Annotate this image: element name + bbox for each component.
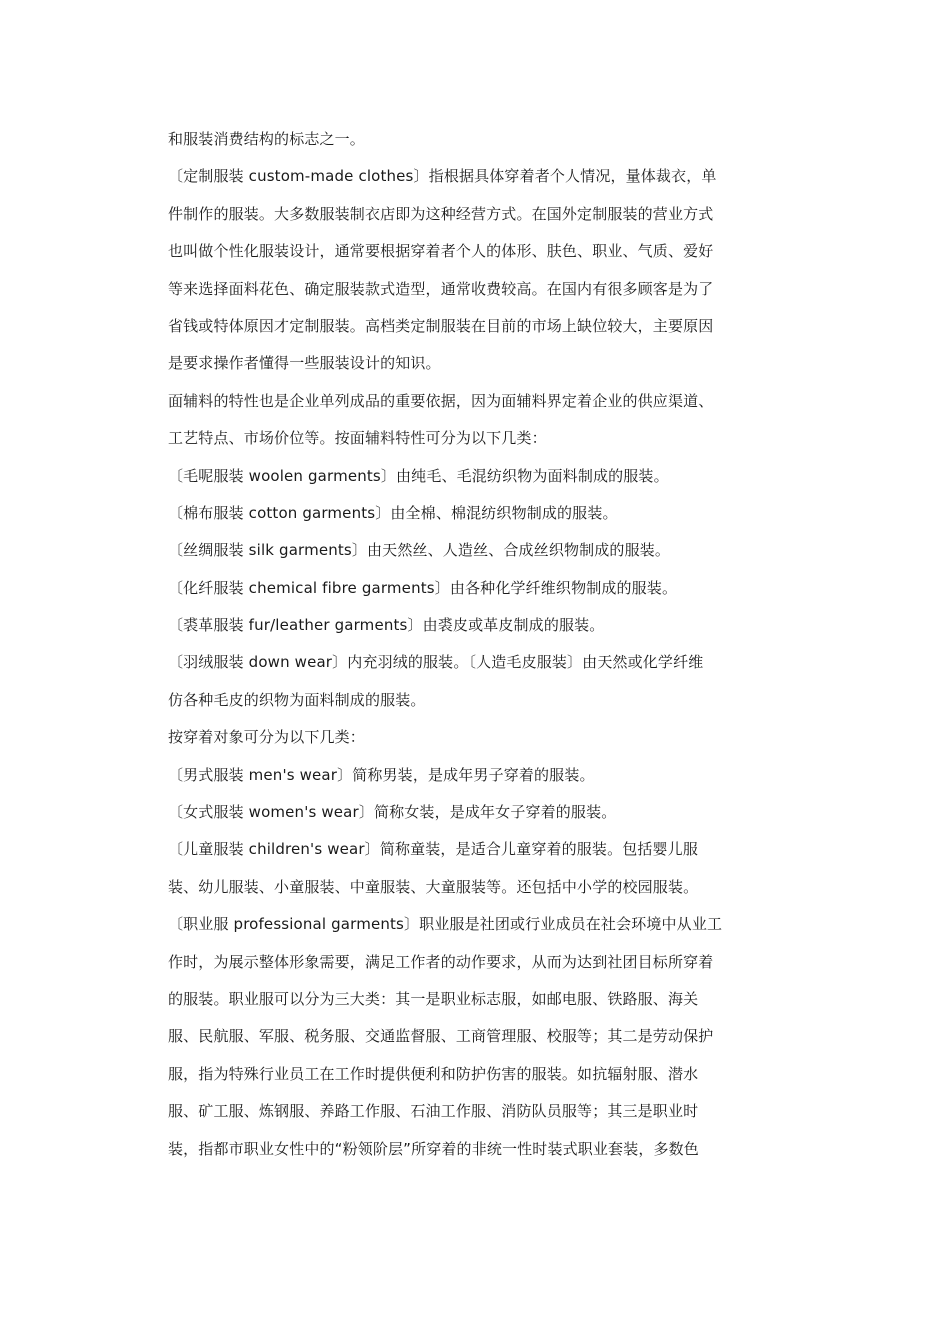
text-line: 和服装消费结构的标志之一。 <box>168 130 365 148</box>
text-line: 按穿着对象可分为以下几类： <box>168 728 365 747</box>
text-line: 装、幼儿服装、小童服装、中童服装、大童服装等。还包括中小学的校园服装。 <box>168 877 699 896</box>
text-line: 〔儿童服装 children's wear〕简称童装，是适合儿童穿着的服装。包括婴儿服 <box>168 840 698 859</box>
text-line: 是要求操作者懂得一些服装设计的知识。 <box>168 354 441 373</box>
text-line: 服、民航服、军服、税务服、交通监督服、工商管理服、校服等；其二是劳动保护 <box>168 1027 714 1046</box>
text-line: 〔职业服 professional garments〕职业服是社团或行业成员在社会环境中从业工 <box>168 915 723 934</box>
text-line: 面辅料的特性也是企业单列成品的重要依据，因为面辅料界定着企业的供应渠道、 <box>168 391 714 410</box>
text-line: 装，指都市职业女性中的“粉领阶层”所穿着的非统一性时装式职业套装，多数色 <box>168 1139 699 1158</box>
text-line: 服、矿工服、炼钢服、养路工作服、石油工作服、消防队员服等；其三是职业时 <box>168 1102 699 1121</box>
text-line: 〔棉布服装 cotton garments〕由全棉、棉混纺织物制成的服装。 <box>168 503 618 522</box>
text-line: 省钱或特体原因才定制服装。高档类定制服装在目前的市场上缺位较大，主要原因 <box>168 316 714 335</box>
text-line: 〔女式服装 women's wear〕简称女装，是成年女子穿着的服装。 <box>168 803 617 822</box>
text-line: 也叫做个性化服装设计，通常要根据穿着者个人的体形、肤色、职业、气质、爱好 <box>168 242 714 261</box>
text-line: 〔男式服装 men's wear〕简称男装，是成年男子穿着的服装。 <box>168 765 595 784</box>
text-line: 仿各种毛皮的织物为面料制成的服装。 <box>168 690 426 709</box>
text-line: 件制作的服装。大多数服装制衣店即为这种经营方式。在国外定制服装的营业方式 <box>168 204 714 223</box>
text-line: 〔化纤服装 chemical fibre garments〕由各种化学纤维织物制成的服装。 <box>168 578 678 597</box>
text-line: 工艺特点、市场价位等。按面辅料特性可分为以下几类： <box>168 429 547 448</box>
text-line: 作时，为展示整体形象需要，满足工作者的动作要求，从而为达到社团目标所穿着 <box>168 952 714 971</box>
text-line: 〔丝绸服装 silk garments〕由天然丝、人造丝、合成丝织物制成的服装。 <box>168 541 671 560</box>
text-line: 服，指为特殊行业员工在工作时提供便利和防护伤害的服装。如抗辐射服、潜水 <box>168 1064 699 1083</box>
text-line: 〔定制服装 custom-made clothes〕指根据具体穿着者个人情况，量体裁衣，单 <box>168 167 717 186</box>
text-line: 〔裘革服装 fur/leather garments〕由裘皮或革皮制成的服装。 <box>168 616 605 635</box>
text-line: 等来选择面料花色、确定服装款式造型，通常收费较高。在国内有很多顾客是为了 <box>168 279 714 298</box>
text-line: 〔羽绒服装 down wear〕内充羽绒的服装。〔人造毛皮服装〕由天然或化学纤维 <box>168 653 704 672</box>
text-line: 〔毛呢服装 woolen garments〕由纯毛、毛混纺织物为面料制成的服装。 <box>168 466 669 485</box>
body-text <box>168 121 788 1168</box>
text-line: 的服装。职业服可以分为三大类：其一是职业标志服，如邮电服、铁路服、海关 <box>168 989 699 1008</box>
